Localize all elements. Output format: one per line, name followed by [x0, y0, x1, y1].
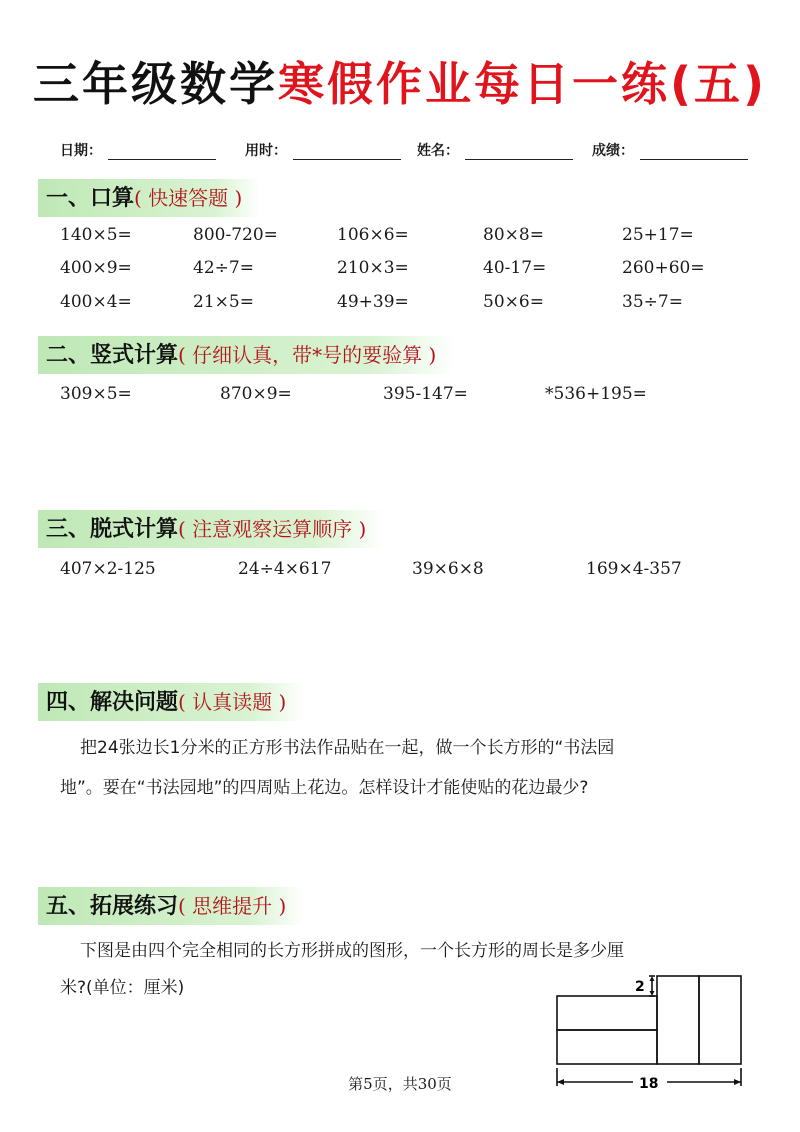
stepwise-item: 407×2-125	[60, 559, 156, 579]
date-field[interactable]	[60, 140, 216, 160]
section-extension-heading	[38, 887, 304, 925]
stepwise-item: 39×6×8	[412, 559, 484, 579]
section-stepwise-heading	[38, 510, 384, 548]
vertical-item: 309×5=	[60, 384, 132, 404]
vertical-item: *536+195=	[545, 384, 647, 404]
section-vertical-title: 二、竖式计算	[46, 343, 179, 368]
oral-item: 400×4=	[60, 292, 132, 312]
oral-item: 42÷7=	[193, 258, 254, 278]
score-blank[interactable]	[640, 145, 748, 160]
oral-item: 80×8=	[483, 225, 544, 245]
title-black: 三年级数学	[32, 57, 278, 111]
time-label: 用时：	[245, 143, 287, 159]
name-field[interactable]	[417, 140, 573, 160]
oral-item: 106×6=	[337, 225, 409, 245]
oral-item: 800-720=	[193, 225, 278, 245]
oral-item: 49+39=	[337, 292, 409, 312]
problem-text-line1: 把24张边长1分米的正方形书法作品贴在一起，做一个长方形的“书法园	[80, 738, 615, 758]
section-oral-hint: ( 快速答题 )	[134, 186, 243, 210]
section-oral-title: 一、口算	[46, 186, 135, 211]
info-row	[60, 140, 760, 160]
rect-vertical-left	[657, 976, 699, 1064]
oral-item: 210×3=	[337, 258, 409, 278]
rect-vertical-right	[699, 976, 741, 1064]
section-vertical-hint: ( 仔细认真，带*号的要验算 )	[178, 343, 437, 367]
date-label: 日期：	[60, 143, 102, 159]
vertical-item: 395-147=	[383, 384, 468, 404]
stepwise-item: 24÷4×617	[238, 559, 332, 579]
stepwise-item: 169×4-357	[586, 559, 682, 579]
oral-item: 21×5=	[193, 292, 254, 312]
rect-horizontal-bottom	[557, 1030, 657, 1064]
time-blank[interactable]	[293, 145, 401, 160]
section-vertical-heading	[38, 336, 454, 374]
section-stepwise-title: 三、脱式计算	[46, 517, 179, 542]
figure-label-18: 18	[639, 1076, 659, 1092]
oral-item: 50×6=	[483, 292, 544, 312]
oral-item: 40-17=	[483, 258, 547, 278]
date-blank[interactable]	[108, 145, 216, 160]
vertical-item: 870×9=	[220, 384, 292, 404]
section-problem-heading	[38, 683, 304, 721]
score-label: 成绩：	[592, 143, 634, 159]
name-blank[interactable]	[465, 145, 573, 160]
section-extension-hint: ( 思维提升 )	[178, 894, 287, 918]
oral-item: 260+60=	[622, 258, 705, 278]
page-footer: 第5页，共30页	[348, 1075, 452, 1093]
rect-horizontal-top	[557, 996, 657, 1030]
score-field[interactable]	[592, 140, 748, 160]
extension-text-line1: 下图是由四个完全相同的长方形拼成的图形，一个长方形的周长是多少厘	[80, 941, 624, 961]
page-title	[0, 48, 800, 114]
section-problem-title: 四、解决问题	[46, 690, 179, 715]
section-stepwise-hint: ( 注意观察运算顺序 )	[178, 517, 367, 541]
oral-item: 35÷7=	[622, 292, 683, 312]
oral-item: 400×9=	[60, 258, 132, 278]
figure-label-2: 2	[635, 979, 645, 995]
section-extension-title: 五、拓展练习	[46, 894, 179, 919]
name-label: 姓名：	[417, 143, 459, 159]
oral-item: 25+17=	[622, 225, 694, 245]
section-problem-hint: ( 认真读题 )	[178, 690, 287, 714]
section-oral-heading	[38, 179, 260, 217]
time-field[interactable]	[245, 140, 401, 160]
oral-item: 140×5=	[60, 225, 132, 245]
extension-text-line2: 米?(单位：厘米)	[60, 978, 185, 998]
title-red: 寒假作业每日一练(五)	[277, 57, 768, 111]
problem-text-line2: 地”。要在“书法园地”的四周贴上花边。怎样设计才能使贴的花边最少?	[60, 778, 589, 798]
